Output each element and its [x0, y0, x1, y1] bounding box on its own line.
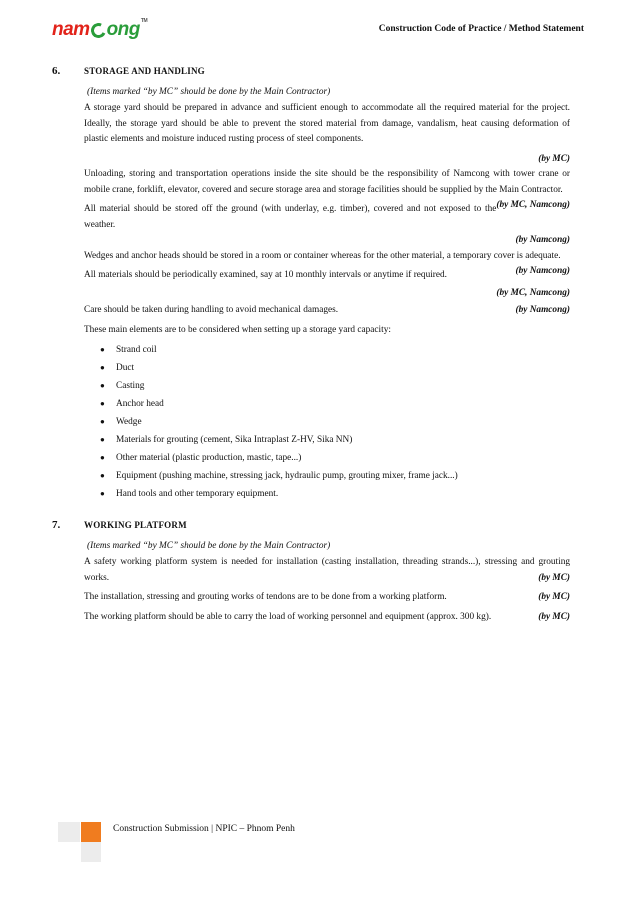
list-item — [84, 396, 570, 414]
list-item — [84, 486, 570, 504]
responsibility-label: (by MC, Namcong) — [496, 287, 570, 298]
section-6-heading — [52, 64, 570, 80]
paragraph-text: Wedges and anchor heads should be stored in a room or container whereas for the other material, a temporary cover is adequate. — [84, 250, 561, 261]
responsibility-label: (by MC) — [538, 592, 570, 602]
footer-text: Construction Submission | NPIC – Phnom Penh — [113, 824, 295, 834]
bullet-icon: ● — [100, 417, 105, 426]
list-item-text: Wedge — [116, 417, 142, 427]
section-7-heading — [52, 518, 570, 534]
element-list — [84, 342, 570, 504]
list-item — [84, 468, 570, 486]
bullet-icon: ● — [100, 363, 105, 372]
responsibility-label: (by Namcong) — [515, 305, 570, 315]
logo-text-nam: nam — [52, 19, 90, 40]
list-item — [84, 414, 570, 432]
section-number: 7. — [52, 519, 61, 531]
section-title: STORAGE AND HANDLING — [84, 66, 205, 76]
bullet-icon: ● — [100, 345, 105, 354]
paragraph — [84, 268, 570, 284]
logo-text-cong: ong — [106, 19, 140, 40]
section-title: WORKING PLATFORM — [84, 520, 187, 530]
paragraph-text: The working platform should be able to carry the load of working personnel and equipment (approx. 300 kg). — [84, 611, 492, 622]
list-item-text: Equipment (pushing machine, stressing jack, hydraulic pump, grouting mixer, frame jack...) — [116, 471, 458, 481]
paragraph — [84, 101, 570, 148]
paragraph — [84, 590, 570, 606]
paragraph-text: All materials should be periodically examined, say at 10 monthly intervals or anytime if required. — [84, 270, 447, 280]
section-6-body — [84, 85, 570, 505]
paragraph — [84, 610, 570, 626]
list-item-text: Strand coil — [116, 345, 157, 355]
paragraph-text: All material should be stored off the ground (with underlay, e.g. timber), covered and not exposed to the weather. — [84, 204, 497, 230]
paragraph-text: Unloading, storing and transportation operations inside the site should be the responsibility of Namcong with tower crane or mobile crane, forklift, elevator, covered and secure storage area and storage facilities should be supplied by the Main Contractor. — [84, 169, 570, 195]
list-item-text: Materials for grouting (cement, Sika Intraplast Z-HV, Sika NN) — [116, 435, 353, 445]
paragraph — [84, 167, 570, 210]
paragraph — [84, 323, 570, 339]
logo-trademark: TM — [140, 18, 148, 24]
responsibility-label: (by Namcong) — [515, 235, 570, 245]
document-body — [52, 64, 570, 629]
paragraph-text: A storage yard should be prepared in advance and sufficient enough to accommodate all the required material for the project. Ideally, the storage yard should be able to prevent the stored material from damage, vandalism, heat causing deformation of plastic elements and moisture induced rusting process of steel components. — [84, 103, 570, 144]
list-item — [84, 450, 570, 468]
document-header-title: Construction Code of Practice / Method Statement — [378, 24, 584, 34]
bullet-icon: ● — [100, 471, 105, 480]
bullet-icon: ● — [100, 435, 105, 444]
list-item-text: Hand tools and other temporary equipment. — [116, 489, 279, 499]
responsibility-line — [84, 152, 570, 168]
responsibility-line — [84, 286, 570, 302]
paragraph-text: These main elements are to be considered when setting up a storage yard capacity: — [84, 324, 391, 335]
responsibility-label: (by MC) — [538, 611, 570, 622]
responsibility-label: (by MC) — [538, 572, 570, 583]
paragraph — [84, 555, 570, 586]
footer-decor-block — [81, 842, 101, 862]
list-item — [84, 360, 570, 378]
paragraph-text: A safety working platform system is needed for installation (casting installation, threading strands...), stressing and grouting works. — [84, 557, 570, 583]
responsibility-label: (by Namcong) — [515, 266, 570, 276]
list-item-text: Casting — [116, 381, 145, 391]
section-7-body — [84, 539, 570, 626]
bullet-icon: ● — [100, 399, 105, 408]
paragraph-text: The installation, stressing and grouting works of tendons are to be done from a working platform. — [84, 592, 447, 602]
paragraph — [84, 303, 570, 319]
section-note: (Items marked “by MC” should be done by the Main Contractor) — [87, 540, 331, 551]
list-item-text: Other material (plastic production, mastic, tape...) — [116, 453, 302, 463]
footer-decor-block — [58, 822, 80, 842]
list-item — [84, 342, 570, 360]
list-item-text: Duct — [116, 363, 135, 373]
responsibility-label: (by MC, Namcong) — [496, 200, 570, 210]
list-item-text: Anchor head — [116, 399, 164, 409]
list-item — [84, 432, 570, 450]
section-number: 6. — [52, 65, 61, 77]
footer-accent-square — [81, 822, 101, 842]
responsibility-line — [84, 233, 570, 249]
company-logo — [52, 18, 147, 42]
list-item — [84, 378, 570, 396]
section-note: (Items marked “by MC” should be done by the Main Contractor) — [87, 86, 331, 97]
bullet-icon: ● — [100, 453, 105, 462]
logo-c-mark-icon — [88, 20, 107, 39]
paragraph-text: Care should be taken during handling to avoid mechanical damages. — [84, 305, 339, 315]
responsibility-label: (by MC) — [538, 153, 570, 164]
bullet-icon: ● — [100, 381, 105, 390]
bullet-icon: ● — [100, 489, 105, 498]
